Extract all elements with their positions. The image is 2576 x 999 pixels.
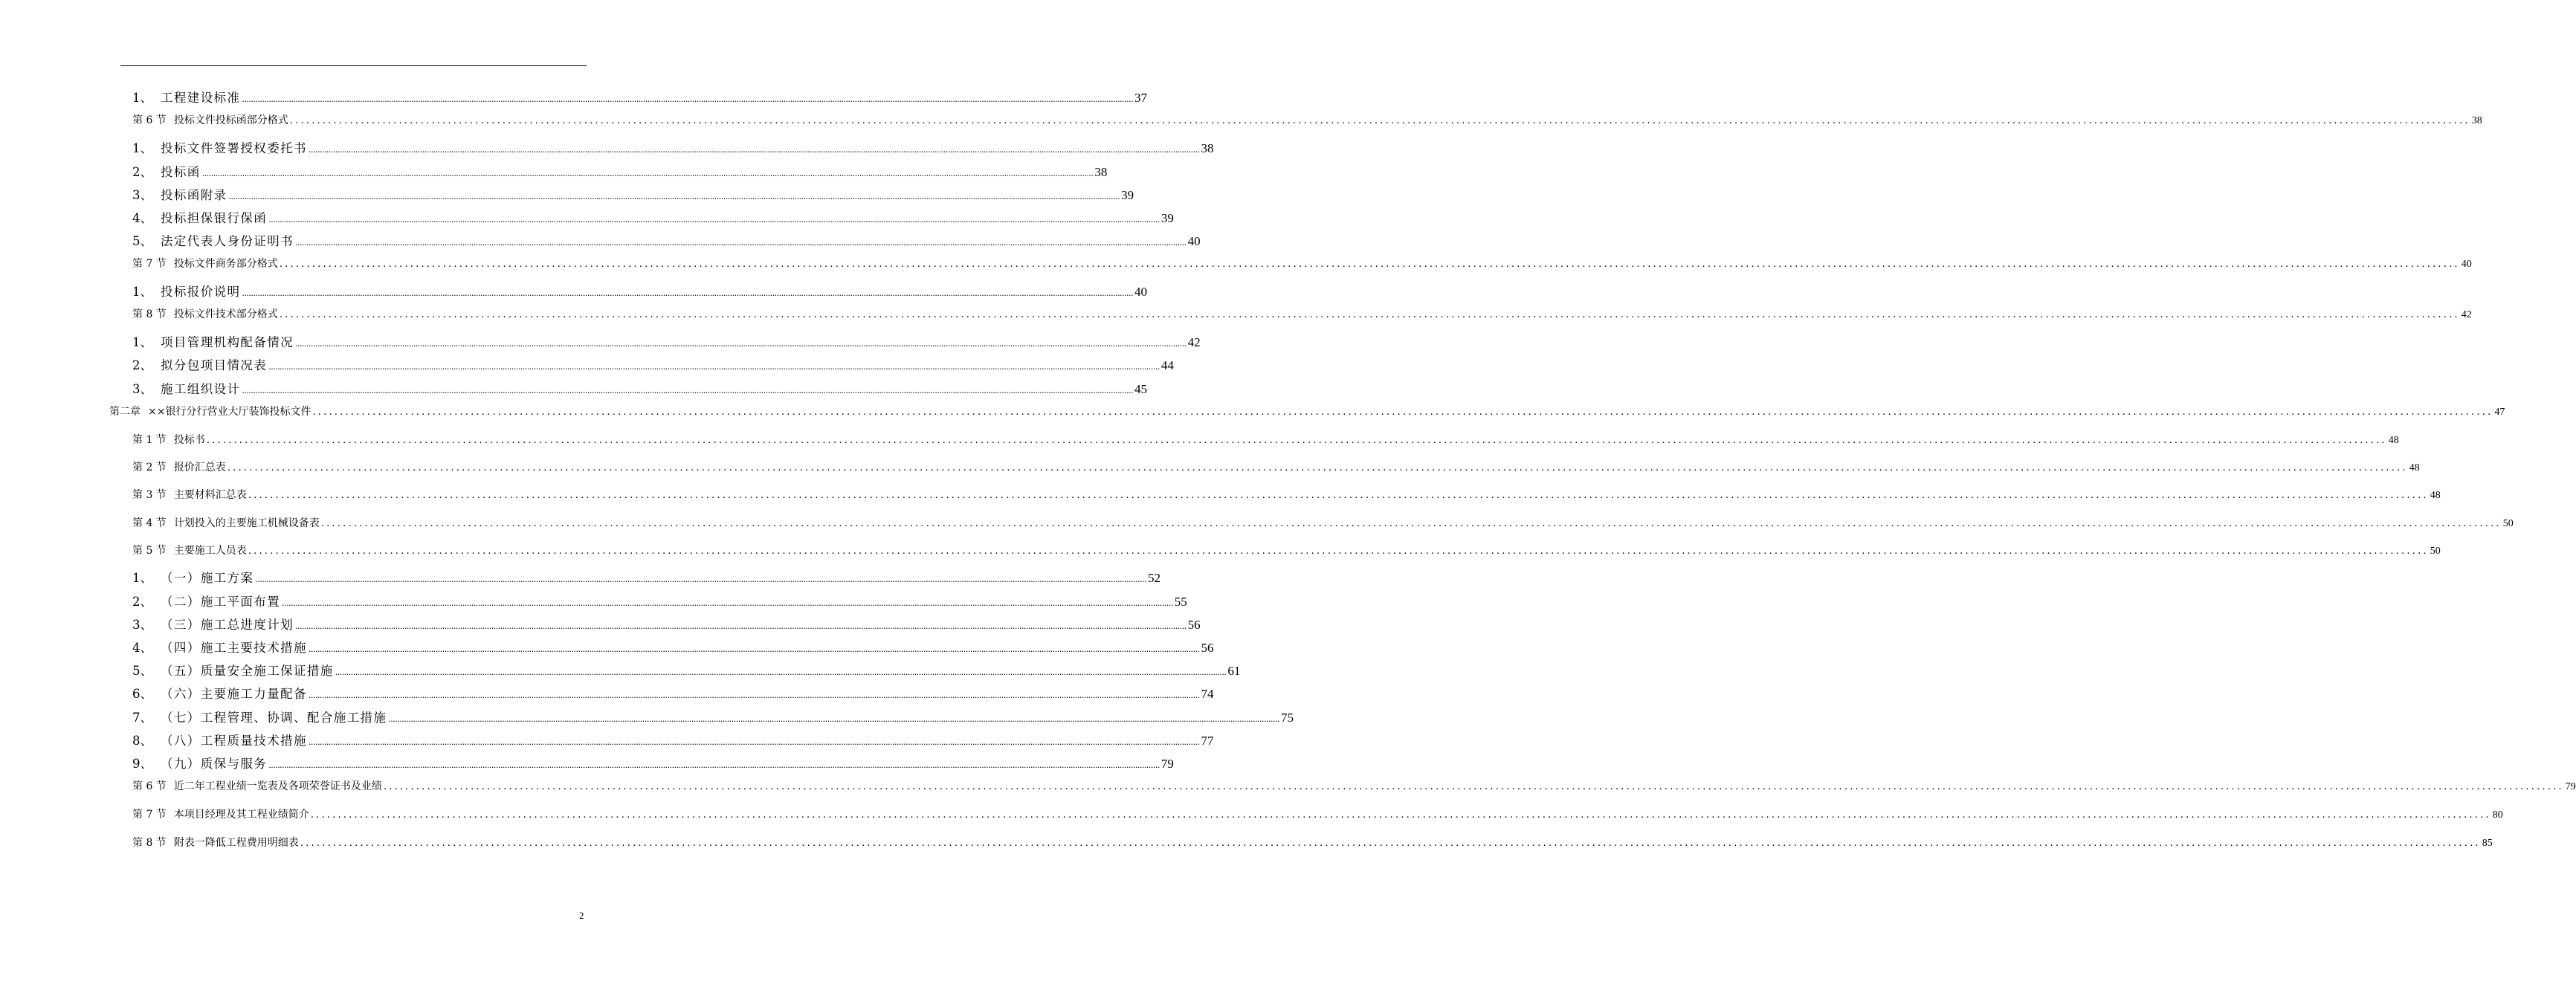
toc-title: （一）施工方案 [161,571,254,585]
dot-leader: ................................................................................................................................................................................................................................................................................................................................................................................................................ [308,145,1200,155]
toc-page-number: 42 [1187,335,1201,349]
toc-number: 3、 [132,382,152,396]
dot-leader: ................................................................................................................................................................................................................................................................................................................................................................................................................ [279,259,2460,270]
toc-number: 4、 [132,641,152,655]
toc-title: （七）工程管理、协调、配合施工措施 [161,711,387,725]
dot-leader: ................................................................................................................................................................................................................................................................................................................................................................................................................ [308,737,1200,747]
dot-leader: ................................................................................................................................................................................................................................................................................................................................................................................................................ [282,598,1173,608]
toc-page-number: 56 [1201,641,1214,655]
toc-page-number: 48 [2388,435,2399,446]
dot-leader: ................................................................................................................................................................................................................................................................................................................................................................................................................ [295,339,1187,349]
toc-item[interactable] [132,208,1174,226]
toc-number: 第 5 节 [132,545,167,557]
toc-number: 1、 [132,285,152,299]
toc-page-number: 50 [2430,546,2441,557]
toc-number: 7、 [132,711,152,725]
toc-item[interactable] [132,282,1148,300]
toc-title: 法定代表人身份证明书 [161,234,294,248]
toc-number: 5、 [132,664,152,678]
toc-number: 第 2 节 [132,462,167,473]
toc-title: 投标文件技术部分格式 [173,308,278,320]
toc-page-number: 38 [1094,165,1108,179]
toc-title: （九）质保与服务 [161,757,268,771]
toc-page-number: 55 [1174,595,1187,609]
toc-number: 第 3 节 [132,489,167,501]
toc-number: 3、 [132,618,152,632]
toc-number: 第 7 节 [132,258,167,270]
toc-number: 2、 [132,595,152,609]
dot-leader: ................................................................................................................................................................................................................................................................................................................................................................................................................ [312,407,2493,418]
toc-title: 投标文件商务部分格式 [173,258,278,270]
dot-leader: ................................................................................................................................................................................................................................................................................................................................................................................................................ [227,462,2408,473]
toc-item[interactable] [132,661,1241,679]
toc-item[interactable] [132,138,1214,156]
toc-title: 投标函 [161,165,201,179]
toc-page-number: 44 [1161,358,1174,372]
toc-number: 9、 [132,757,152,771]
toc-item[interactable] [132,684,1214,702]
toc-page-number: 38 [1201,141,1214,155]
toc-title: 施工组织设计 [161,382,241,396]
toc-section[interactable] [132,515,2514,530]
toc-section[interactable] [132,543,2441,557]
toc-item[interactable] [132,88,1148,106]
toc-item[interactable] [132,231,1201,249]
dot-leader: ................................................................................................................................................................................................................................................................................................................................................................................................................ [300,838,2481,849]
toc-item[interactable] [132,379,1148,397]
dot-leader: ................................................................................................................................................................................................................................................................................................................................................................................................................ [242,288,1134,298]
toc-number: 5、 [132,234,152,248]
toc-item[interactable] [132,185,1134,203]
toc-section[interactable] [132,306,2472,321]
toc-page-number: 39 [1121,188,1134,202]
toc-number: 1、 [132,91,152,105]
toc-page-number: 56 [1187,618,1201,632]
toc-page-number: 79 [2565,781,2576,792]
toc-item[interactable] [132,568,1161,586]
toc-section[interactable] [132,256,2472,271]
dot-leader: ................................................................................................................................................................................................................................................................................................................................................................................................................ [320,518,2502,529]
toc-title: 拟分包项目情况表 [161,358,268,372]
toc-number: 1、 [132,571,152,585]
dot-leader: ................................................................................................................................................................................................................................................................................................................................................................................................................ [248,546,2429,557]
toc-number: 3、 [132,188,152,202]
dot-leader: ................................................................................................................................................................................................................................................................................................................................................................................................................ [206,435,2387,446]
toc-title: 投标函附录 [161,188,227,202]
toc-item[interactable] [132,731,1214,749]
toc-number: 第 8 节 [132,837,167,849]
toc-number: 2、 [132,358,152,372]
toc-section[interactable] [132,835,2493,850]
toc-title: 投标文件投标函部分格式 [173,114,288,126]
dot-leader: ................................................................................................................................................................................................................................................................................................................................................................................................................ [289,115,2470,126]
toc-page-number: 40 [1134,285,1148,299]
toc-number: 8、 [132,734,152,748]
toc-number: 第 4 节 [132,517,167,529]
dot-leader: ................................................................................................................................................................................................................................................................................................................................................................................................................ [255,575,1146,584]
toc-title: 投标报价说明 [161,285,241,299]
toc-page-number: 37 [1134,91,1148,105]
dot-leader: ................................................................................................................................................................................................................................................................................................................................................................................................................ [383,781,2564,792]
dot-leader: ................................................................................................................................................................................................................................................................................................................................................................................................................ [248,490,2429,501]
toc-section[interactable] [132,432,2399,447]
toc-number: 第 6 节 [132,780,167,792]
toc-page-number: 75 [1280,711,1294,725]
toc-item[interactable] [132,162,1108,180]
toc-title: 项目管理机构配备情况 [161,335,294,349]
toc-page-number: 80 [2492,809,2503,821]
toc-number: 1、 [132,141,152,155]
toc-page-number: 48 [2430,490,2441,501]
toc-page-number: 61 [1227,664,1241,678]
toc-title: 主要施工人员表 [173,545,247,557]
toc-page-number: 85 [2482,838,2493,849]
toc-page-number: 48 [2409,462,2420,473]
toc-page-number: 47 [2494,407,2505,418]
toc-item[interactable] [132,592,1187,610]
toc-page-number: 45 [1134,382,1148,396]
toc-number: 第 7 节 [132,809,167,821]
toc-title: 近二年工程业绩一览表及各项荣誉证书及业绩 [173,780,382,792]
toc-page-number: 50 [2502,518,2514,529]
toc-title: 投标担保银行保函 [161,211,268,225]
toc-page-number: 52 [1147,571,1161,585]
toc-title: ××银行分行营业大厅装饰投标文件 [148,406,311,418]
dot-leader: ................................................................................................................................................................................................................................................................................................................................................................................................................ [228,192,1120,201]
toc-number: 1、 [132,335,152,349]
toc-item[interactable] [132,754,1174,772]
toc-title: （八）工程质量技术措施 [161,734,307,748]
toc-section[interactable] [132,459,2420,474]
toc-page-number: 79 [1161,757,1174,771]
toc-title: 本项目经理及其工程业绩简介 [173,809,309,821]
toc-title: （四）施工主要技术措施 [161,641,307,655]
toc-section[interactable] [132,112,2482,127]
toc-title: （五）质量安全施工保证措施 [161,664,334,678]
toc-page-number: 42 [2461,309,2472,320]
toc-page-number: 40 [2461,259,2472,270]
dot-leader: ................................................................................................................................................................................................................................................................................................................................................................................................................ [295,621,1187,631]
dot-leader: ................................................................................................................................................................................................................................................................................................................................................................................................................ [242,94,1134,104]
toc-page-number: 38 [2471,115,2482,126]
toc-page-number: 40 [1187,234,1201,248]
dot-leader: ................................................................................................................................................................................................................................................................................................................................................................................................................ [268,215,1160,224]
dot-leader: ................................................................................................................................................................................................................................................................................................................................................................................................................ [388,714,1279,724]
toc-title: 附表一降低工程费用明细表 [173,837,299,849]
dot-leader: ................................................................................................................................................................................................................................................................................................................................................................................................................ [308,691,1200,700]
toc-item[interactable] [132,638,1214,656]
toc-item[interactable] [132,355,1174,373]
toc-item[interactable] [132,708,1294,725]
toc-number: 2、 [132,165,152,179]
toc-item[interactable] [132,332,1201,350]
toc-title: 报价汇总表 [173,462,226,473]
toc-number: 4、 [132,211,152,225]
toc-chapter[interactable] [109,404,2505,418]
toc-number: 第 8 节 [132,308,167,320]
toc-section[interactable] [132,487,2441,502]
dot-leader: ................................................................................................................................................................................................................................................................................................................................................................................................................ [242,386,1134,395]
dot-leader: ................................................................................................................................................................................................................................................................................................................................................................................................................ [201,169,1094,178]
toc-page-number: 39 [1161,211,1174,225]
toc-title: 工程建设标准 [161,91,241,105]
toc-number: 第二章 [109,406,141,418]
dot-leader: ................................................................................................................................................................................................................................................................................................................................................................................................................ [335,667,1227,677]
page-number: 2 [579,910,584,921]
toc-page-number: 77 [1201,734,1214,748]
toc-section[interactable] [132,806,2503,821]
toc-page-number: 74 [1201,687,1214,701]
dot-leader: ................................................................................................................................................................................................................................................................................................................................................................................................................ [308,644,1200,654]
toc-title: （二）施工平面布置 [161,595,281,609]
toc-number: 6、 [132,687,152,701]
dot-leader: ................................................................................................................................................................................................................................................................................................................................................................................................................ [295,238,1187,248]
dot-leader: ................................................................................................................................................................................................................................................................................................................................................................................................................ [268,760,1160,770]
toc-title: 主要材料汇总表 [173,489,247,501]
toc-section[interactable] [132,778,2576,793]
dot-leader: ................................................................................................................................................................................................................................................................................................................................................................................................................ [268,362,1160,372]
toc-title: （六）主要施工力量配备 [161,687,307,701]
dot-leader: ................................................................................................................................................................................................................................................................................................................................................................................................................ [279,309,2460,320]
toc-title: 投标文件签署授权委托书 [161,141,307,155]
toc-number: 第 6 节 [132,114,167,126]
toc-item[interactable] [132,615,1201,633]
toc-title: （三）施工总进度计划 [161,618,294,632]
toc-title: 投标书 [173,434,205,446]
toc-title: 计划投入的主要施工机械设备表 [173,517,320,529]
toc-number: 第 1 节 [132,434,167,446]
dot-leader: ................................................................................................................................................................................................................................................................................................................................................................................................................ [310,809,2491,821]
